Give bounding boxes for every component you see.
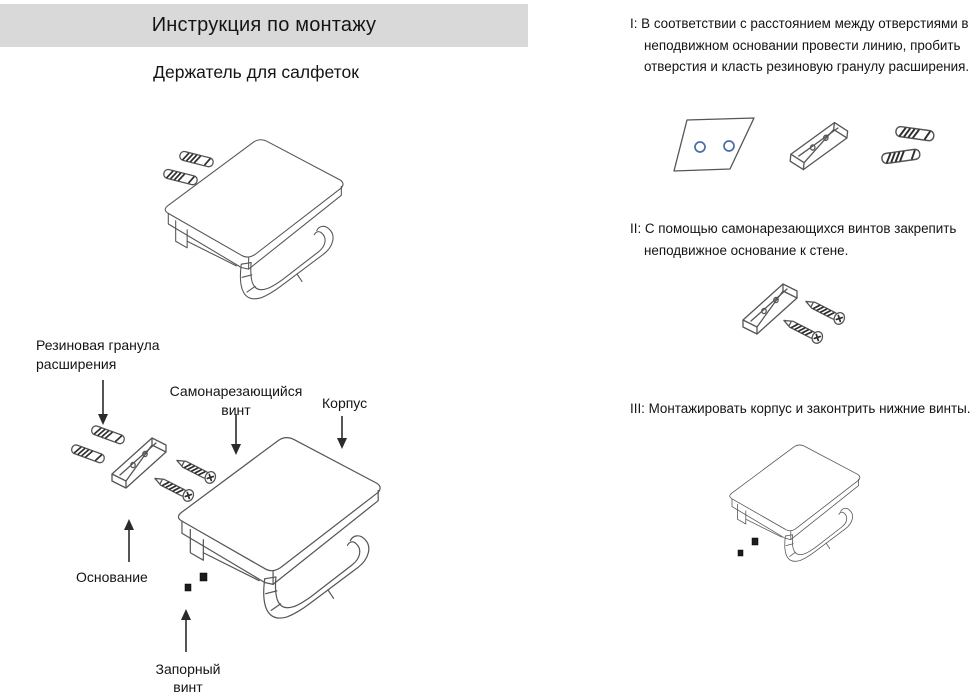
lock-screw-drawing [185,584,191,591]
screw-drawing [163,169,198,186]
dowel-drawing [895,126,934,141]
step-2-text: II: С помощью самонарезающихся винтов закрепить неподвижное основание к стене. [630,221,957,258]
arrow-up-base [124,519,134,562]
arrow-up-lock-screw [181,609,191,652]
holder-body-drawing [730,445,860,561]
dowel-drawing [70,444,105,464]
holder-body-drawing [178,438,380,618]
dowel-drawing [881,149,920,164]
screw-drawing [803,296,846,326]
step-3-text: III: Монтажировать корпус и законтрить нижние винты. [630,401,970,416]
step-1-text: I: В соответствии с расстоянием между отверстиями в неподвижном основании провести линию, пробить отверстия и класть резиновую гранулу расширения. [630,16,970,74]
wall-surface-drawing [674,118,754,171]
arrow-down-screw [231,414,241,455]
arrow-down-body [337,416,347,449]
holder-body-drawing [165,140,343,299]
label-screw: Самонарезающийся винт [169,383,303,418]
dowel-drawing [90,425,125,445]
label-lock-screw: Запорный винт [155,661,221,695]
step-3-drawing [693,440,938,600]
step-1-drawing [650,103,950,208]
base-plate-drawing [789,118,848,173]
product-title: Держатель для салфеток [153,62,359,82]
lock-screw-drawing [752,538,758,545]
screw-drawing [781,315,824,345]
assembled-view-drawing [150,115,390,320]
screw-drawing [174,455,217,485]
label-body: Корпус [322,395,368,411]
label-dowel: Резиновая гранула расширения [36,337,160,372]
arrow-down-dowel [98,380,108,425]
lock-screw-drawing [738,550,743,556]
page-title: Инструкция по монтажу [0,4,528,47]
screw-drawing [179,151,214,168]
step-2-drawing [703,272,898,387]
exploded-view [0,330,480,698]
label-base: Основание [76,569,148,585]
screw-drawing [152,473,195,503]
lock-screw-drawing [200,573,207,581]
